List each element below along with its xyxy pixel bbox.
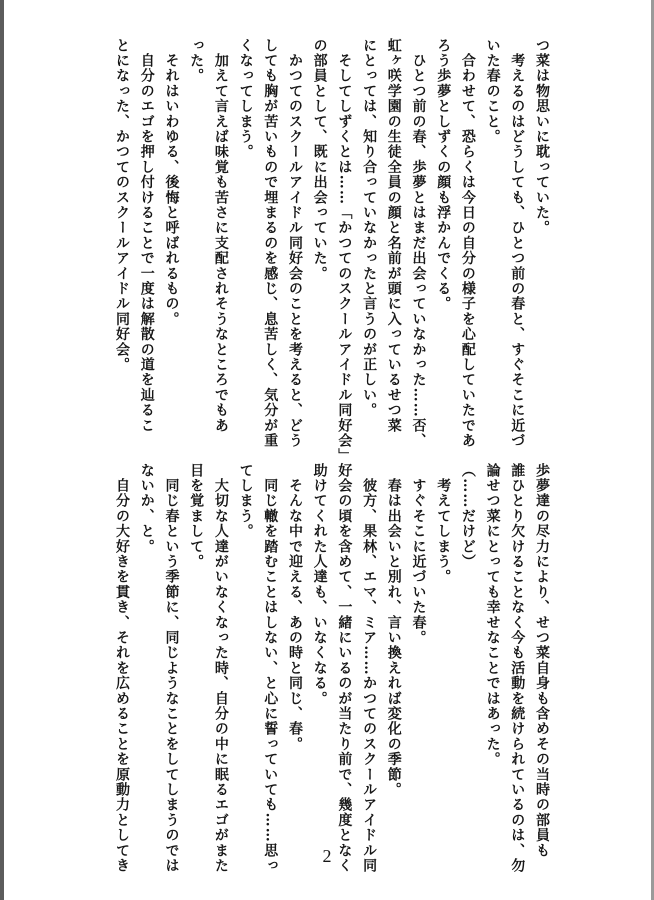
text-line: 歩夢達の尽力により、せつ菜自身も含めその当時の部員も — [534, 463, 550, 859]
text-line: かつてのスクールアイドル同好会のことを考えると、どう — [286, 38, 303, 449]
text-line: すぐそこに近づいた春。 — [410, 463, 427, 646]
text-line: そしてしずくとは……「かつてのスクールアイドル同好会」 — [336, 38, 353, 464]
text-block-upper — [109, 38, 554, 464]
text-line: 自分のエゴを押し付けることで一度は解散の道を辿るこ — [138, 38, 155, 434]
text-line: にとっては、知り合っていなかったと言うのが正しい。 — [361, 38, 378, 418]
text-line: てしまう。 — [237, 463, 254, 539]
text-line: そんな中で迎える、あの時と同じ、春。 — [286, 463, 303, 752]
text-line: 助けてくれた人達も、いなくなる。 — [311, 463, 328, 707]
text-line: 虹ヶ咲学園の生徒全員の顔と名前が頭に入っているせつ菜 — [385, 38, 402, 434]
text-line: ないか、と。 — [138, 463, 155, 555]
text-line: 加えて言えば味覚も苦さに支配されそうなところでもあ — [212, 38, 229, 434]
text-line: の部員として、既に出会っていた。 — [311, 38, 328, 282]
text-line: 考えるのはどうしても、ひとつ前の春と、すぐそこに近づ — [509, 38, 526, 449]
text-line: 好会の頃を含めて、一緒にいるのが当たり前で、幾度となく — [336, 463, 353, 874]
text-block-lower — [109, 463, 554, 874]
text-line: 大切な人達がいなくなった時、自分の中に眠るエゴがまた — [212, 463, 229, 874]
text-line: それはいわゆる、後悔と呼ばれるもの。 — [163, 38, 180, 327]
text-line: ひとつ前の春、歩夢とはまだ出会っていなかった……否、 — [410, 38, 427, 449]
text-line: 論せつ菜にとっても幸せなことではあった。 — [484, 463, 501, 767]
page-left-edge — [0, 0, 4, 900]
text-line: 目を覚まして。 — [188, 463, 205, 570]
text-line: 合わせて、恐らくは今日の自分の様子を心配していたであ — [459, 38, 476, 449]
text-line: つ菜は物思いに耽っていた。 — [534, 38, 550, 236]
text-line: いた春のこと。 — [484, 38, 501, 145]
text-line: しても胸が苦いもので埋まるのを感じ、息苦しく、気分が重 — [262, 38, 279, 449]
text-line: 彼方、果林、エマ、ミア……かつてのスクールアイドル同 — [361, 463, 378, 874]
text-line: とになった、かつてのスクールアイドル同好会。 — [114, 38, 131, 373]
text-line: 自分の大好きを貫き、それを広めることを原動力としてき — [114, 463, 131, 874]
text-line: 同じ轍を踏むことはしない、と心に誓っていても……思っ — [262, 463, 279, 874]
text-line: （……だけど） — [459, 463, 476, 570]
text-line: 誰ひとり欠けることなく今も活動を続けられているのは、勿 — [509, 463, 526, 874]
page-number: 2 — [322, 846, 332, 866]
text-line: ろう歩夢としずくの顔も浮かんでくる。 — [435, 38, 452, 312]
text-line: 考えてしまう。 — [435, 463, 452, 585]
text-line: った。 — [188, 38, 205, 84]
text-line: 同じ春という季節に、同じようなことをしてしまうのでは — [163, 463, 180, 874]
text-line: くなってしまう。 — [237, 38, 254, 160]
text-line: 春は出会いと別れ、言い換えれば変化の季節。 — [385, 463, 402, 798]
